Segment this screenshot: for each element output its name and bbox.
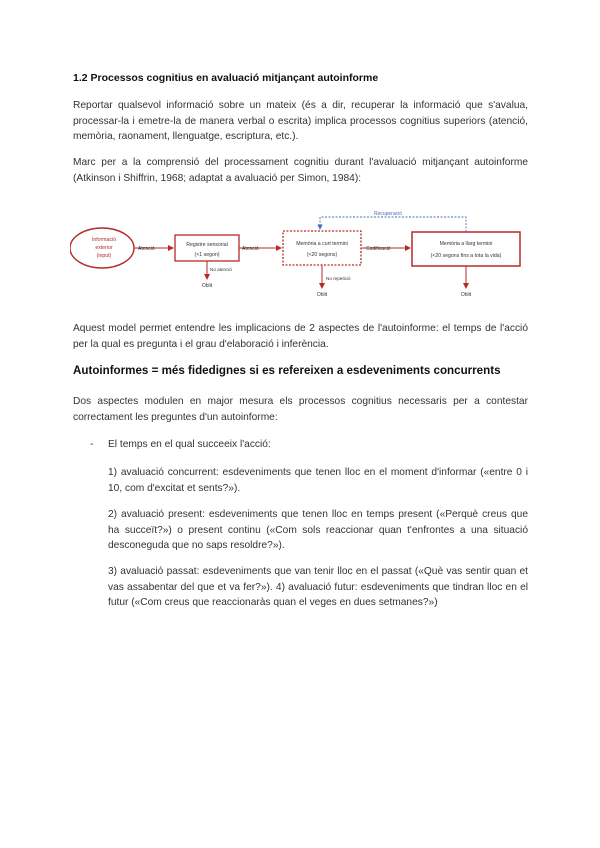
codificacio-label: Codificació xyxy=(366,246,391,252)
section-title: 1.2 Processos cognitius en avaluació mitjançant autoinforme xyxy=(73,72,379,84)
short-term-detail: (<20 segons) xyxy=(306,252,338,258)
sensorial-out-label: No atenció xyxy=(210,267,232,272)
item-passat-futur: 3) avaluació passat: esdeveniments que van tenir lloc en el passat («Què vas sentir quan et vas assabentar del que et va fer?»). 4) avaluació futur: esdeveniments que tindran lloc en el futur («Com creus que reaccionaràs quan el veges en dues setmanes?») xyxy=(108,566,528,609)
bullet-text: El temps en el qual succeeix l'acció: xyxy=(108,439,271,450)
subheading: Autoinformes = més fidedignes si es refereixen a esdeveniments concurrents xyxy=(73,364,501,377)
memory-model-diagram xyxy=(70,205,530,305)
short-term-out-label: No repetició xyxy=(326,276,351,281)
after-diagram-paragraph: Aquest model permet entendre les implicacions de 2 aspectes de l'autoinforme: el temps de l'acció per la qual es pregunta i el grau d'elaboració i inferència. xyxy=(73,323,528,350)
long-term-title: Memòria a llarg termini xyxy=(439,241,493,247)
oblit-2: Oblit xyxy=(316,292,328,298)
input-line2: exterior xyxy=(95,245,113,251)
recuperacio-label: Recuperació xyxy=(373,211,403,217)
short-term-title: Memòria a curt termini xyxy=(296,241,348,247)
atencio-label-2: Atenció xyxy=(242,246,259,252)
sensorial-title: Registre sensorial xyxy=(186,242,228,248)
input-line1: Informació xyxy=(91,237,117,243)
long-term-box xyxy=(412,232,520,266)
input-line3: (input) xyxy=(96,253,112,259)
atencio-label-1: Atenció xyxy=(138,246,155,252)
short-term-box xyxy=(283,231,361,265)
framework-paragraph: Marc per a la comprensió del processament cognitiu durant l'avaluació mitjançant autoinforme (Atkinson i Shiffrin, 1968; adaptat a avaluació per Simon, 1984): xyxy=(73,157,528,184)
recuperacio-loop xyxy=(320,217,466,232)
oblit-3: Oblit xyxy=(460,292,472,298)
intro-paragraph: Reportar qualsevol informació sobre un mateix (és a dir, recuperar la informació que s'avalua, processar-la i emetre-la de manera verbal o escrita) implica processos cognitius superiors (atenció, memòria, raonament, llenguatge, escriptura, etc.). xyxy=(73,100,528,143)
item-present: 2) avaluació present: esdeveniments que tenen lloc en temps present («Perquè creus que ha succeït?») o present continu («Com sols reaccionar quan t'enfrontes a una situació desconeguda que no saps resoldre?»). xyxy=(108,509,528,552)
oblit-1: Oblit xyxy=(201,283,213,289)
sensorial-detail: (<1 segon) xyxy=(194,252,220,258)
item-concurrent: 1) avaluació concurrent: esdeveniments que tenen lloc en el moment d'informar («entre 0 i 10, com d'excitat et sents?»). xyxy=(108,467,528,494)
long-term-detail: (<20 segons fins a tota la vida) xyxy=(430,253,502,259)
bullet-dash: - xyxy=(90,439,94,450)
aspects-intro-paragraph: Dos aspectes modulen en major mesura els processos cognitius necessaris per a contestar correctament les preguntes d'un autoinforme: xyxy=(73,396,528,423)
